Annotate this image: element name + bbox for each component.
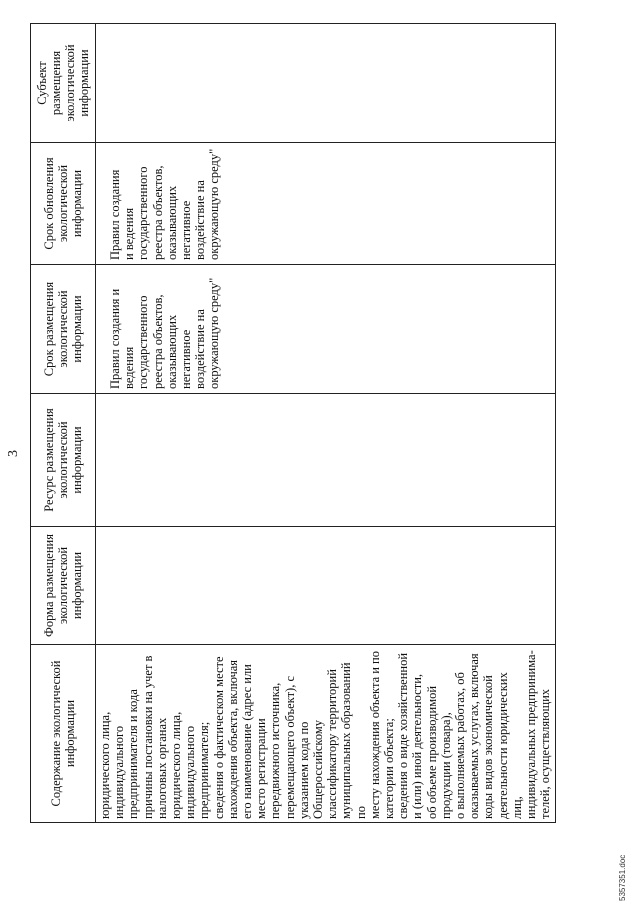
page-number: 3 bbox=[6, 450, 21, 457]
placement-term-text: Правил создания и ведения государственного реестра объектов, оказывающих негативное воздействие на окружающую среду" bbox=[108, 277, 222, 389]
cell-subject bbox=[96, 24, 556, 143]
cell-resource bbox=[96, 394, 556, 527]
table-row bbox=[96, 24, 556, 823]
ecological-info-table bbox=[30, 23, 556, 823]
header-resource: Ресурс размещения экологической информации bbox=[31, 394, 96, 527]
cell-placement-term bbox=[96, 265, 556, 394]
header-update-term: Срок обновления экологической информации bbox=[31, 143, 96, 265]
cell-content bbox=[96, 645, 556, 823]
header-form: Форма размещения экологической информации bbox=[31, 527, 96, 645]
header-placement-term: Срок размещения экологической информации bbox=[31, 265, 96, 394]
table-header-row bbox=[31, 24, 96, 823]
content-text: юридического лица, индивидуального предпринимателя и кода причины постановки на учет в налоговых органах юридического лица, индивидуального предпринимателя; сведения о фактическом месте нахождения объекта, включая его наименование (адрес или место регистрации передвижного источника, перемещающего объект), с указанием кода по Общероссийскому классификатору территорий муниципальных образований по месту нахождения объекта и по категории объекта; сведения о виде хозяйственной и (или) иной деятельности, об объеме производимой продукции (товара), о выполняемых работах, об оказываемых услугах, включая коды видов экономической деятельности юридических лиц, индивидуальных предпринима- телей, осуществляющих bbox=[98, 650, 553, 819]
header-subject: Субъект размещения экологической информации bbox=[31, 24, 96, 143]
document-footer: 5357351.doc bbox=[618, 854, 627, 901]
header-content: Содержание экологической информации bbox=[31, 645, 96, 823]
cell-update-term bbox=[96, 143, 556, 265]
update-term-text: Правил создания и ведения государственного реестра объектов, оказывающих негативное воздействие на окружающую среду" bbox=[108, 148, 222, 260]
cell-form bbox=[96, 527, 556, 645]
